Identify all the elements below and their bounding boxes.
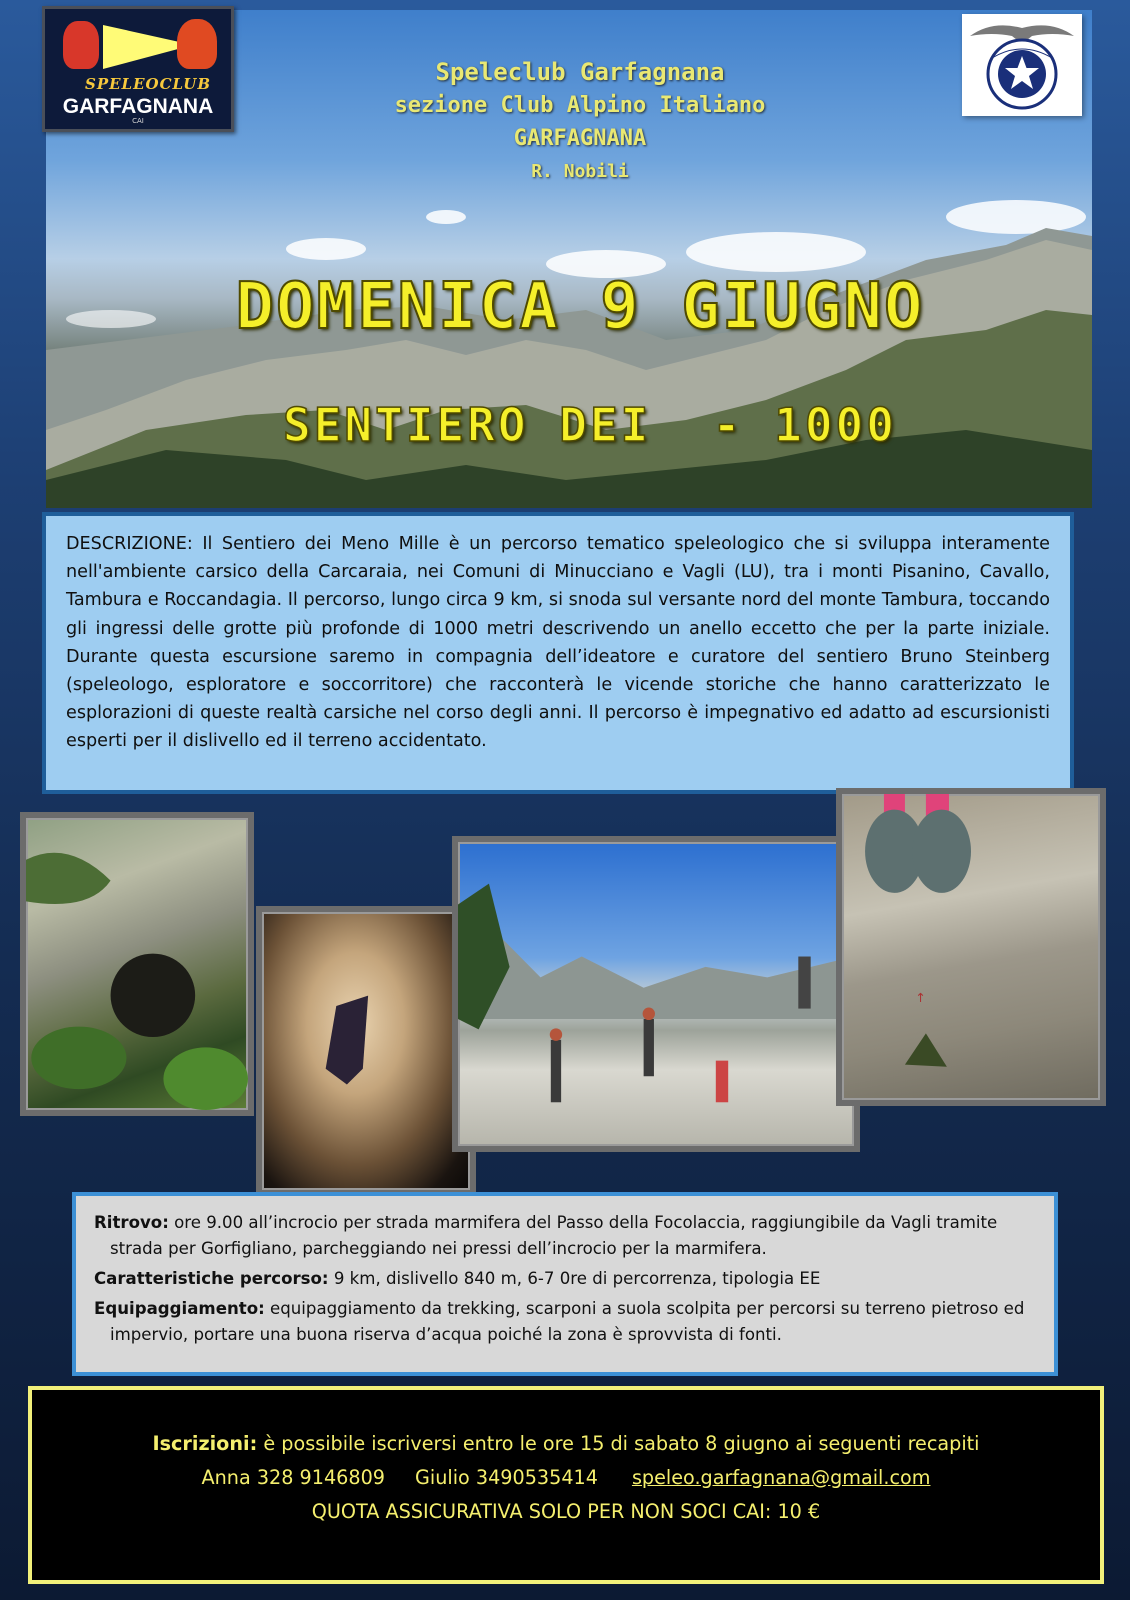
logo-main-text: GARFAGNANA <box>62 95 214 118</box>
cave-entrance-photo <box>20 812 254 1116</box>
registration-text: è possibile iscriversi entro le ore 15 di sabato 8 giugno ai seguenti recapiti <box>257 1432 980 1455</box>
description-box: DESCRIZIONE: Il Sentiero dei Meno Mille è un percorso tematico speleologico che si sviluppa interamente nell'ambiente carsico della Carcaraia, nei Comuni di Minucciano e Vagli (LU), tra i monti Pisanino, Cavallo, Tambura e Roccandagia. Il percorso, lungo circa 9 km, si snoda sul versante nord del monte Tambura, toccando gli ingressi delle grotte più profonde di 1000 metri descrivendo un anello eccetto che per la parte iniziale. Durante questa escursione saremo in compagnia dell’ideatore e curatore del sentiero Bruno Steinberg (speleologo, esploratore e soccorritore) che racconterà le vicende storiche che hanno caratterizzato le esplorazioni di queste realtà carsiche nel corso degli anni. Il percorso è impegnativo ed adatto ad escursionisti esperti per il dislivello ed il terreno accidentato. <box>42 512 1074 794</box>
bat-icon <box>326 996 368 1085</box>
route-features-label: Caratteristiche percorso: <box>94 1269 329 1288</box>
email-link[interactable]: speleo.garfagnana@gmail.com <box>631 1466 931 1489</box>
equipment-label: Equipaggiamento: <box>94 1299 265 1318</box>
meeting-text: ore 9.00 all’incrocio per strada marmifera del Passo della Focolaccia, raggiungibile da Vagli tramite strada per Gorfigliano, parcheggiando nei pressi dell’incrocio per la marmifera. <box>110 1213 998 1258</box>
info-box <box>72 1192 1058 1376</box>
contacts-line <box>32 1466 1100 1489</box>
event-title: SENTIERO DEI - 1000 <box>283 398 897 452</box>
equipment-text: equipaggiamento da trekking, scarponi a suola scolpita per percorsi su terreno pietroso ed impervio, portare una buona riserva d’acqua poiché la zona è sprovvista di fonti. <box>110 1299 1025 1344</box>
logo-top-text: SPELEOCLUB <box>85 75 212 93</box>
contact-anna: Anna 328 9146809 <box>201 1466 385 1489</box>
caver-figure-icon <box>177 19 217 69</box>
bat-photo <box>256 906 476 1196</box>
club-area: GARFAGNANA <box>513 126 647 151</box>
club-section: sezione Club Alpino Italiano <box>394 93 766 118</box>
meeting-label: Ritrovo: <box>94 1213 169 1232</box>
club-name: Speleclub Garfagnana <box>435 58 725 86</box>
equipment <box>94 1296 1036 1348</box>
meeting-point <box>94 1210 1036 1262</box>
route-features-text: 9 km, dislivello 840 m, 6-7 0re di percorrenza, tipologia EE <box>328 1269 821 1288</box>
header-block <box>300 56 860 188</box>
speleoclub-logo <box>42 6 234 132</box>
club-dedication: R. Nobili <box>531 161 629 182</box>
route-features <box>94 1266 1036 1292</box>
cai-logo <box>962 14 1082 116</box>
contact-giulio: Giulio 3490535414 <box>415 1466 598 1489</box>
insurance-note: QUOTA ASSICURATIVA SOLO PER NON SOCI CAI: 10 € <box>311 1500 821 1523</box>
registration-line <box>32 1432 1100 1455</box>
logo-sub-text: CAI <box>132 117 144 125</box>
event-date: DOMENICA 9 GIUGNO <box>235 270 925 344</box>
caver-figure-icon <box>63 21 99 69</box>
registration-label: Iscrizioni: <box>152 1432 258 1455</box>
hikers-photo <box>452 836 860 1152</box>
svg-text:↑: ↑ <box>915 990 926 1006</box>
registration-box <box>28 1386 1104 1584</box>
boots-rock-photo <box>836 788 1106 1106</box>
